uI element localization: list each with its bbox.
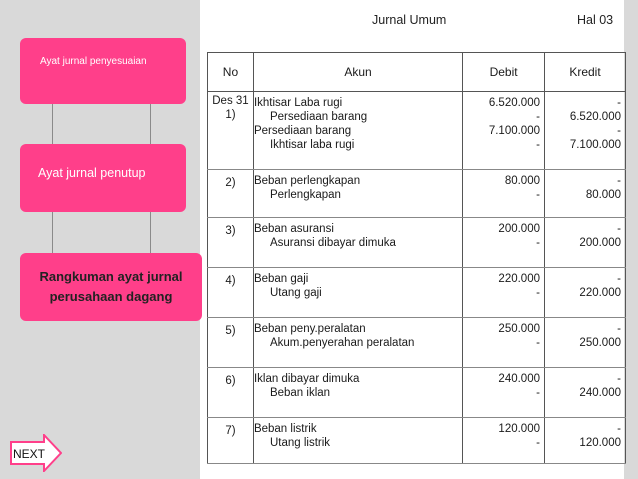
connector-line	[52, 212, 53, 253]
debit-value: 200.000	[498, 223, 540, 235]
kredit-value: -	[617, 125, 621, 137]
journal-title: Jurnal Umum	[372, 13, 447, 27]
debit-value: -	[536, 337, 540, 349]
entry-number	[208, 268, 254, 318]
debit-value: 220.000	[498, 273, 540, 285]
connector-line	[150, 212, 151, 253]
kredit-value: 250.000	[579, 337, 621, 349]
kredit-cell	[545, 218, 626, 268]
nav-rangkuman-ayat-jurnal[interactable]	[20, 253, 202, 321]
entry-number	[208, 368, 254, 418]
nav-ayat-jurnal-penutup[interactable]	[20, 144, 186, 212]
next-button[interactable]	[10, 434, 62, 472]
debit-value: -	[536, 189, 540, 201]
debit-value: -	[536, 237, 540, 249]
akun-text: Asuransi dibayar dimuka	[269, 237, 396, 249]
entry-number-label: 3)	[225, 225, 236, 237]
kredit-cell	[545, 418, 626, 464]
table-row	[208, 318, 626, 368]
kredit-cell	[545, 368, 626, 418]
table-row	[208, 218, 626, 268]
akun-text: Beban peny.peralatan	[253, 323, 366, 335]
akun-text: Persediaan barang	[253, 125, 352, 137]
kredit-cell	[545, 318, 626, 368]
debit-cell	[463, 92, 545, 170]
debit-cell	[463, 318, 545, 368]
debit-value: -	[536, 387, 540, 399]
entry-number-label: 5)	[225, 325, 236, 337]
debit-value: -	[536, 437, 540, 449]
akun-cell	[253, 218, 462, 268]
entry-number	[208, 170, 254, 218]
akun-cell	[253, 92, 462, 170]
akun-cell	[253, 368, 462, 418]
akun-text: Beban listrik	[253, 423, 317, 435]
kredit-value: -	[617, 423, 621, 435]
kredit-value: -	[617, 273, 621, 285]
akun-cell	[253, 268, 462, 318]
akun-cell	[253, 418, 462, 464]
right-strip	[624, 0, 638, 479]
entry-number-label: 7)	[225, 425, 236, 437]
connector-line	[150, 104, 151, 144]
akun-text: Ikhtisar Laba rugi	[253, 97, 343, 109]
kredit-cell	[545, 170, 626, 218]
debit-cell	[463, 218, 545, 268]
entry-number-label: 4)	[225, 275, 236, 287]
entry-number-label: 6)	[225, 375, 236, 387]
nav-label: Rangkuman ayat jurnal	[39, 269, 183, 284]
entry-number-label: 2)	[225, 177, 236, 189]
entry-number	[208, 92, 254, 170]
table-header-row	[208, 53, 626, 92]
akun-text: Utang gaji	[269, 287, 322, 299]
table-row	[208, 92, 626, 170]
debit-value: 240.000	[498, 373, 540, 385]
journal-table	[207, 52, 626, 472]
akun-text: Akum.penyerahan peralatan	[269, 337, 415, 349]
entry-number-label: 1)	[225, 109, 236, 121]
akun-text: Perlengkapan	[269, 189, 341, 201]
table-row	[208, 170, 626, 218]
debit-value: -	[536, 139, 540, 151]
entry-date: Des 31	[212, 95, 249, 107]
kredit-cell	[545, 92, 626, 170]
akun-text: Beban gaji	[253, 273, 309, 285]
debit-value: 6.520.000	[488, 97, 540, 109]
akun-cell	[253, 318, 462, 368]
debit-cell	[463, 268, 545, 318]
kredit-value: 220.000	[579, 287, 621, 299]
nav-ayat-jurnal-penyesuaian[interactable]	[20, 38, 186, 104]
kredit-value: 200.000	[579, 237, 621, 249]
kredit-cell	[545, 268, 626, 318]
akun-text: Ikhtisar laba rugi	[269, 139, 355, 151]
kredit-value: -	[617, 323, 621, 335]
entry-number	[208, 318, 254, 368]
akun-text: Beban perlengkapan	[253, 175, 361, 187]
akun-text: Beban iklan	[269, 387, 331, 399]
debit-cell	[463, 418, 545, 464]
debit-value: 80.000	[504, 175, 540, 187]
akun-text: Iklan dibayar dimuka	[253, 373, 360, 385]
kredit-value: 240.000	[579, 387, 621, 399]
nav-label: Ayat jurnal penyesuaian	[40, 55, 147, 67]
table-row	[208, 368, 626, 418]
kredit-value: -	[617, 97, 621, 109]
kredit-value: 6.520.000	[569, 111, 621, 123]
akun-text: Beban asuransi	[253, 223, 334, 235]
debit-value: 7.100.000	[488, 125, 540, 137]
akun-text: Utang listrik	[269, 437, 331, 449]
kredit-value: 120.000	[579, 437, 621, 449]
page-number: Hal 03	[577, 13, 614, 27]
kredit-value: -	[617, 373, 621, 385]
debit-cell	[463, 170, 545, 218]
nav-label: perusahaan dagang	[49, 289, 173, 304]
debit-value: -	[536, 287, 540, 299]
debit-value: 120.000	[498, 423, 540, 435]
akun-text: Persediaan barang	[269, 111, 368, 123]
header-kredit: Kredit	[545, 53, 626, 92]
debit-value: -	[536, 111, 540, 123]
nav-label: Ayat jurnal penutup	[38, 166, 146, 180]
header-akun: Akun	[253, 53, 462, 92]
debit-cell	[463, 368, 545, 418]
entry-number	[208, 218, 254, 268]
akun-cell	[253, 170, 462, 218]
table-row	[208, 418, 626, 464]
header-debit: Debit	[463, 53, 545, 92]
next-label: NEXT	[13, 447, 46, 461]
debit-value: 250.000	[498, 323, 540, 335]
connector-line	[52, 104, 53, 144]
kredit-value: -	[617, 175, 621, 187]
table-row	[208, 268, 626, 318]
kredit-value: 80.000	[585, 189, 621, 201]
header-no: No	[208, 53, 254, 92]
kredit-value: -	[617, 223, 621, 235]
entry-number	[208, 418, 254, 464]
kredit-value: 7.100.000	[569, 139, 621, 151]
